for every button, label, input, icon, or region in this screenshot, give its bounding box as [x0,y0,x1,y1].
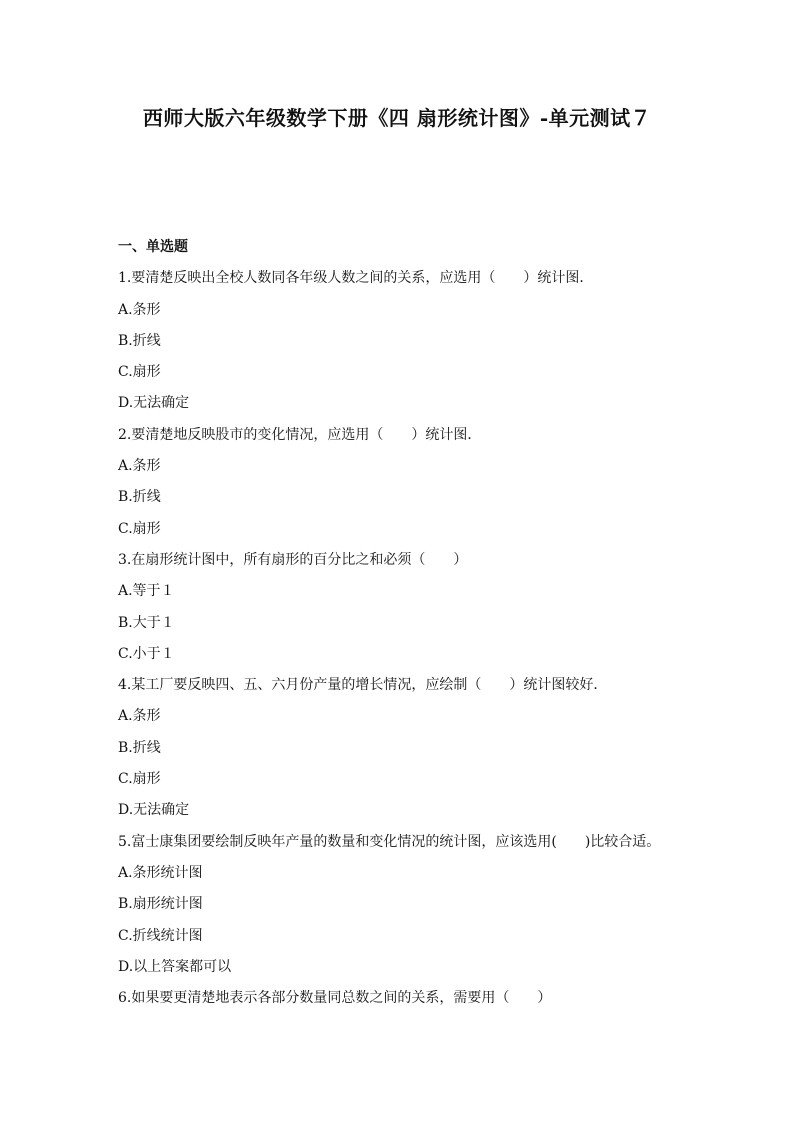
question-stem: 5.富士康集团要绘制反映年产量的数量和变化情况的统计图，应该选用( )比较合适。 [118,833,661,850]
question-stem: 3.在扇形统计图中，所有扇形的百分比之和必须（ ） [118,551,468,568]
option-c: C.扇形 [118,364,161,381]
question-stem: 1.要清楚反映出全校人数同各年级人数之间的关系，应选用（ ）统计图． [118,270,594,287]
option-d: D.无法确定 [118,802,190,819]
option-a: A.条形 [118,708,161,725]
option-a: A.条形 [118,301,161,318]
question-list [118,236,758,1018]
option-b: B.扇形统计图 [118,896,203,913]
option-c: C.折线统计图 [118,927,203,944]
question-1 [118,267,758,423]
option-c: C.扇形 [118,520,161,537]
section-heading: 一、单选题 [118,239,188,255]
option-b: B.折线 [118,489,161,506]
question-stem: 2.要清楚地反映股市的变化情况，应选用（ ）统计图． [118,426,482,443]
question-3 [118,549,758,674]
option-a: A.条形统计图 [118,864,203,881]
page-title: 西师大版六年级数学下册《四 扇形统计图》-单元测试７ [142,106,652,130]
option-d: D.无法确定 [118,395,190,412]
option-c: C.小于１ [118,645,175,662]
question-5 [118,831,758,987]
question-6 [118,987,758,1018]
option-a: A.条形 [118,458,161,475]
question-4 [118,674,758,830]
option-a: A.等于１ [118,583,175,600]
question-2 [118,424,758,549]
option-b: B.大于１ [118,614,175,631]
option-c: C.扇形 [118,771,161,788]
question-stem: 6.如果要更清楚地表示各部分数量同总数之间的关系，需要用（ ） [118,990,552,1007]
question-stem: 4.某工厂要反映四、五、六月份产量的增长情况，应绘制（ ）统计图较好． [118,677,608,694]
option-b: B.折线 [118,739,161,756]
option-b: B.折线 [118,332,161,349]
option-d: D.以上答案都可以 [118,958,232,975]
